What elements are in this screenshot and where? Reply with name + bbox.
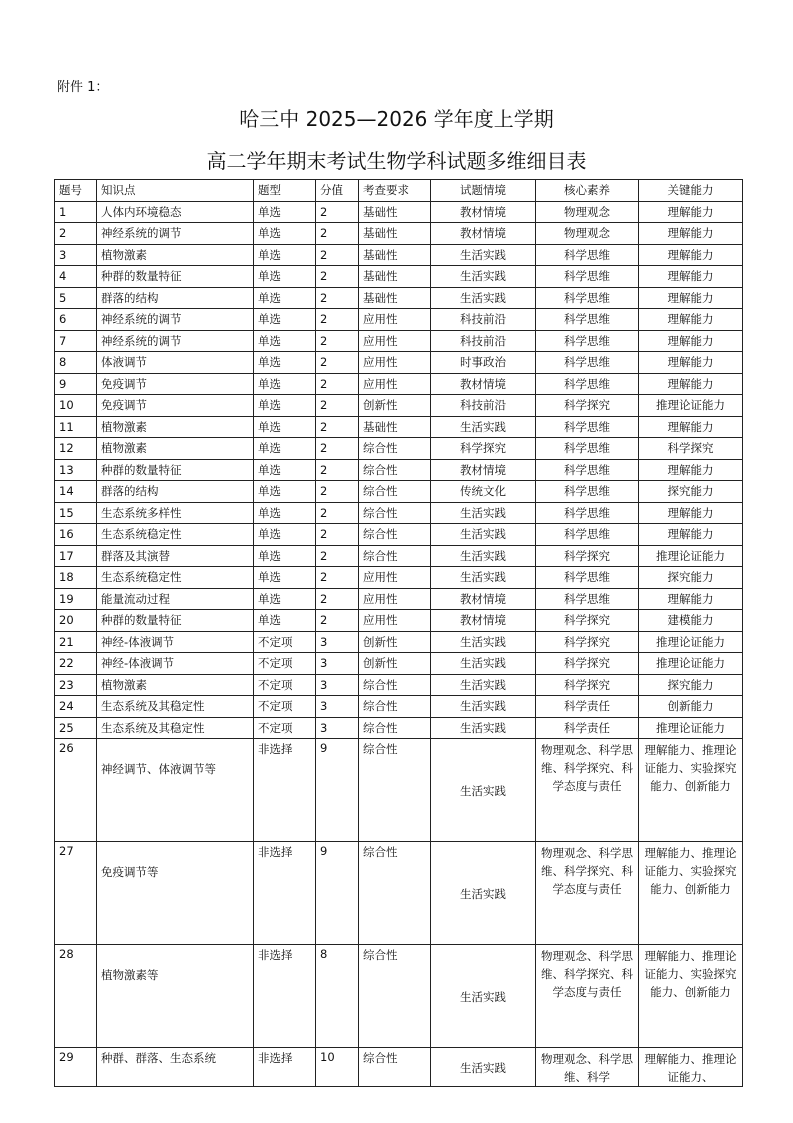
cell-requirement: 综合性 [359,717,431,739]
table-row [55,395,743,417]
cell-question-no: 22 [55,653,97,675]
cell-ability: 理解能力 [639,416,743,438]
cell-question-no: 23 [55,674,97,696]
cell-context: 时事政治 [431,352,536,374]
cell-question-type: 不定项 [254,631,316,653]
table-row [55,416,743,438]
cell-score: 2 [316,502,359,524]
cell-ability: 建模能力 [639,610,743,632]
cell-score: 3 [316,696,359,718]
cell-ability: 理解能力 [639,287,743,309]
cell-knowledge-point: 能量流动过程 [97,588,254,610]
cell-question-type: 单选 [254,524,316,546]
cell-requirement: 综合性 [359,524,431,546]
cell-literacy: 科学思维 [536,244,639,266]
cell-literacy: 科学思维 [536,352,639,374]
cell-question-no: 24 [55,696,97,718]
cell-knowledge-point: 生态系统及其稳定性 [97,717,254,739]
cell-context: 生活实践 [431,842,536,945]
cell-ability: 推理论证能力 [639,395,743,417]
cell-knowledge-point: 植物激素等 [97,945,254,1048]
cell-literacy: 科学探究 [536,610,639,632]
cell-question-type: 单选 [254,481,316,503]
cell-score: 2 [316,395,359,417]
cell-literacy: 物理观念、科学思维、科学探究、科学态度与责任 [536,739,639,842]
cell-ability: 理解能力 [639,223,743,245]
cell-requirement: 综合性 [359,481,431,503]
cell-requirement: 创新性 [359,631,431,653]
cell-question-type: 单选 [254,502,316,524]
cell-question-no: 9 [55,373,97,395]
cell-score: 2 [316,588,359,610]
cell-question-type: 不定项 [254,717,316,739]
cell-ability: 理解能力 [639,309,743,331]
cell-question-no: 8 [55,352,97,374]
cell-requirement: 综合性 [359,696,431,718]
cell-ability: 推理论证能力 [639,653,743,675]
cell-question-type: 单选 [254,545,316,567]
cell-knowledge-point: 神经系统的调节 [97,223,254,245]
cell-requirement: 基础性 [359,201,431,223]
cell-context: 教材情境 [431,459,536,481]
question-spec-table [54,179,743,1087]
header-ability: 关键能力 [639,180,743,202]
cell-ability: 推理论证能力 [639,717,743,739]
cell-context: 生活实践 [431,416,536,438]
cell-context: 科技前沿 [431,395,536,417]
cell-question-type: 单选 [254,610,316,632]
cell-literacy: 科学思维 [536,266,639,288]
cell-literacy: 科学思维 [536,524,639,546]
cell-literacy: 科学思维 [536,567,639,589]
cell-context: 教材情境 [431,610,536,632]
cell-knowledge-point: 神经系统的调节 [97,330,254,352]
cell-literacy: 科学思维 [536,438,639,460]
cell-question-type: 单选 [254,395,316,417]
cell-knowledge-point: 人体内环境稳态 [97,201,254,223]
cell-score: 10 [316,1048,359,1087]
cell-literacy: 科学责任 [536,717,639,739]
table-row [55,610,743,632]
cell-question-type: 非选择 [254,842,316,945]
cell-score: 9 [316,739,359,842]
cell-context: 生活实践 [431,1048,536,1087]
cell-requirement: 应用性 [359,352,431,374]
table-row [55,502,743,524]
cell-question-type: 单选 [254,244,316,266]
cell-literacy: 科学思维 [536,287,639,309]
cell-context: 生活实践 [431,696,536,718]
cell-requirement: 应用性 [359,330,431,352]
cell-knowledge-point: 生态系统及其稳定性 [97,696,254,718]
table-row [55,223,743,245]
table-row [55,545,743,567]
cell-score: 2 [316,438,359,460]
cell-requirement: 综合性 [359,545,431,567]
cell-ability: 理解能力 [639,459,743,481]
table-row [55,309,743,331]
cell-requirement: 综合性 [359,674,431,696]
header-context: 试题情境 [431,180,536,202]
cell-context: 生活实践 [431,674,536,696]
cell-requirement: 基础性 [359,223,431,245]
cell-context: 科技前沿 [431,309,536,331]
cell-requirement: 基础性 [359,266,431,288]
cell-requirement: 创新性 [359,395,431,417]
cell-knowledge-point: 群落的结构 [97,481,254,503]
cell-score: 2 [316,459,359,481]
cell-question-no: 1 [55,201,97,223]
cell-question-type: 单选 [254,352,316,374]
cell-knowledge-point: 生态系统稳定性 [97,567,254,589]
cell-score: 2 [316,223,359,245]
cell-question-no: 16 [55,524,97,546]
cell-context: 生活实践 [431,244,536,266]
cell-score: 2 [316,373,359,395]
cell-literacy: 物理观念、科学思维、科学 [536,1048,639,1087]
table-row-extended [55,739,743,842]
cell-context: 生活实践 [431,266,536,288]
cell-requirement: 综合性 [359,739,431,842]
table-row [55,524,743,546]
cell-question-no: 21 [55,631,97,653]
cell-context: 教材情境 [431,588,536,610]
cell-ability: 理解能力、推理论证能力、实验探究能力、创新能力 [639,739,743,842]
cell-score: 3 [316,717,359,739]
cell-question-no: 13 [55,459,97,481]
cell-context: 教材情境 [431,201,536,223]
cell-question-type: 单选 [254,373,316,395]
cell-question-no: 25 [55,717,97,739]
cell-context: 生活实践 [431,653,536,675]
cell-question-no: 17 [55,545,97,567]
cell-score: 2 [316,352,359,374]
cell-requirement: 基础性 [359,244,431,266]
cell-question-no: 18 [55,567,97,589]
cell-question-no: 20 [55,610,97,632]
cell-question-type: 单选 [254,588,316,610]
table-row-extended [55,1048,743,1087]
cell-question-no: 27 [55,842,97,945]
cell-question-type: 单选 [254,459,316,481]
cell-score: 3 [316,653,359,675]
table-row [55,588,743,610]
cell-ability: 推理论证能力 [639,631,743,653]
cell-score: 2 [316,244,359,266]
cell-question-type: 单选 [254,223,316,245]
cell-requirement: 综合性 [359,1048,431,1087]
cell-context: 生活实践 [431,631,536,653]
header-question-type: 题型 [254,180,316,202]
cell-score: 3 [316,674,359,696]
cell-question-type: 不定项 [254,653,316,675]
cell-score: 2 [316,287,359,309]
cell-question-no: 19 [55,588,97,610]
table-row [55,481,743,503]
cell-question-type: 非选择 [254,1048,316,1087]
cell-question-type: 非选择 [254,739,316,842]
cell-knowledge-point: 生态系统稳定性 [97,524,254,546]
cell-knowledge-point: 免疫调节 [97,395,254,417]
cell-context: 生活实践 [431,567,536,589]
cell-knowledge-point: 群落及其演替 [97,545,254,567]
cell-question-type: 非选择 [254,945,316,1048]
cell-score: 2 [316,416,359,438]
cell-score: 2 [316,481,359,503]
cell-knowledge-point: 植物激素 [97,438,254,460]
cell-context: 教材情境 [431,223,536,245]
cell-question-no: 11 [55,416,97,438]
cell-ability: 理解能力 [639,352,743,374]
cell-knowledge-point: 免疫调节 [97,373,254,395]
cell-literacy: 科学探究 [536,545,639,567]
table-header-row [55,180,743,202]
cell-question-no: 29 [55,1048,97,1087]
cell-literacy: 科学思维 [536,459,639,481]
table-row [55,287,743,309]
cell-context: 生活实践 [431,717,536,739]
cell-knowledge-point: 体液调节 [97,352,254,374]
cell-requirement: 综合性 [359,502,431,524]
cell-literacy: 科学思维 [536,416,639,438]
cell-literacy: 科学思维 [536,373,639,395]
cell-literacy: 科学探究 [536,674,639,696]
cell-knowledge-point: 神经-体液调节 [97,653,254,675]
cell-context: 生活实践 [431,739,536,842]
cell-requirement: 综合性 [359,842,431,945]
cell-literacy: 科学探究 [536,395,639,417]
cell-question-no: 7 [55,330,97,352]
cell-requirement: 应用性 [359,588,431,610]
cell-knowledge-point: 免疫调节等 [97,842,254,945]
cell-question-no: 15 [55,502,97,524]
cell-literacy: 科学思维 [536,502,639,524]
cell-requirement: 应用性 [359,610,431,632]
cell-score: 9 [316,842,359,945]
cell-context: 生活实践 [431,502,536,524]
cell-literacy: 物理观念、科学思维、科学探究、科学态度与责任 [536,945,639,1048]
cell-requirement: 基础性 [359,416,431,438]
cell-knowledge-point: 植物激素 [97,244,254,266]
cell-literacy: 科学思维 [536,309,639,331]
table-row [55,373,743,395]
cell-knowledge-point: 生态系统多样性 [97,502,254,524]
cell-question-type: 单选 [254,438,316,460]
cell-score: 2 [316,524,359,546]
cell-question-no: 12 [55,438,97,460]
cell-ability: 理解能力、推理论证能力、实验探究能力、创新能力 [639,842,743,945]
cell-question-no: 10 [55,395,97,417]
cell-ability: 理解能力 [639,373,743,395]
cell-requirement: 应用性 [359,373,431,395]
header-literacy: 核心素养 [536,180,639,202]
table-row [55,696,743,718]
table-row [55,567,743,589]
cell-ability: 创新能力 [639,696,743,718]
cell-score: 2 [316,610,359,632]
cell-question-no: 2 [55,223,97,245]
cell-knowledge-point: 种群的数量特征 [97,610,254,632]
cell-question-type: 不定项 [254,696,316,718]
cell-score: 2 [316,330,359,352]
header-requirement: 考查要求 [359,180,431,202]
cell-literacy: 物理观念 [536,201,639,223]
cell-context: 教材情境 [431,373,536,395]
cell-question-type: 单选 [254,567,316,589]
cell-question-no: 28 [55,945,97,1048]
table-row [55,631,743,653]
cell-question-type: 单选 [254,287,316,309]
cell-ability: 探究能力 [639,567,743,589]
table-row [55,717,743,739]
cell-ability: 科学探究 [639,438,743,460]
cell-context: 传统文化 [431,481,536,503]
cell-question-type: 单选 [254,309,316,331]
cell-question-no: 3 [55,244,97,266]
cell-knowledge-point: 神经-体液调节 [97,631,254,653]
table-row-extended [55,842,743,945]
cell-requirement: 基础性 [359,287,431,309]
cell-knowledge-point: 种群的数量特征 [97,459,254,481]
cell-knowledge-point: 群落的结构 [97,287,254,309]
cell-context: 生活实践 [431,545,536,567]
header-score: 分值 [316,180,359,202]
document-subtitle: 高二学年期末考试生物学科试题多维细目表 [206,149,587,173]
document-title: 哈三中 2025—2026 学年度上学期 [239,107,554,131]
cell-score: 8 [316,945,359,1048]
table-row-extended [55,945,743,1048]
cell-score: 2 [316,567,359,589]
cell-literacy: 科学思维 [536,330,639,352]
cell-ability: 理解能力 [639,330,743,352]
cell-ability: 探究能力 [639,481,743,503]
cell-question-type: 单选 [254,330,316,352]
cell-ability: 探究能力 [639,674,743,696]
cell-ability: 理解能力 [639,244,743,266]
cell-question-type: 单选 [254,416,316,438]
cell-ability: 理解能力、推理论证能力、 [639,1048,743,1087]
cell-literacy: 物理观念 [536,223,639,245]
cell-knowledge-point: 种群、群落、生态系统 [97,1048,254,1087]
cell-question-no: 26 [55,739,97,842]
cell-ability: 理解能力 [639,266,743,288]
cell-question-type: 不定项 [254,674,316,696]
cell-ability: 理解能力 [639,502,743,524]
cell-literacy: 科学探究 [536,653,639,675]
cell-question-type: 单选 [254,266,316,288]
table-row [55,244,743,266]
cell-knowledge-point: 神经系统的调节 [97,309,254,331]
cell-requirement: 应用性 [359,309,431,331]
cell-ability: 理解能力 [639,588,743,610]
cell-score: 2 [316,545,359,567]
cell-question-type: 单选 [254,201,316,223]
cell-question-no: 6 [55,309,97,331]
cell-requirement: 应用性 [359,567,431,589]
header-question-no: 题号 [55,180,97,202]
table-row [55,266,743,288]
table-row [55,352,743,374]
cell-requirement: 综合性 [359,945,431,1048]
table-row [55,674,743,696]
cell-ability: 理解能力、推理论证能力、实验探究能力、创新能力 [639,945,743,1048]
cell-knowledge-point: 植物激素 [97,416,254,438]
cell-context: 生活实践 [431,287,536,309]
cell-knowledge-point: 植物激素 [97,674,254,696]
cell-knowledge-point: 神经调节、体液调节等 [97,739,254,842]
cell-context: 科学探究 [431,438,536,460]
cell-requirement: 综合性 [359,459,431,481]
cell-score: 2 [316,266,359,288]
cell-literacy: 科学责任 [536,696,639,718]
cell-literacy: 科学思维 [536,588,639,610]
cell-literacy: 科学思维 [536,481,639,503]
table-row [55,459,743,481]
cell-literacy: 物理观念、科学思维、科学探究、科学态度与责任 [536,842,639,945]
table-row [55,330,743,352]
cell-requirement: 创新性 [359,653,431,675]
cell-literacy: 科学探究 [536,631,639,653]
cell-score: 2 [316,309,359,331]
cell-ability: 理解能力 [639,524,743,546]
cell-knowledge-point: 种群的数量特征 [97,266,254,288]
attachment-label: 附件 1： [57,80,109,95]
cell-ability: 理解能力 [639,201,743,223]
cell-question-no: 4 [55,266,97,288]
cell-score: 3 [316,631,359,653]
cell-ability: 推理论证能力 [639,545,743,567]
table-row [55,201,743,223]
cell-score: 2 [316,201,359,223]
header-knowledge-point: 知识点 [97,180,254,202]
cell-context: 科技前沿 [431,330,536,352]
table-row [55,653,743,675]
cell-question-no: 5 [55,287,97,309]
table-row [55,438,743,460]
cell-requirement: 综合性 [359,438,431,460]
cell-context: 生活实践 [431,524,536,546]
cell-context: 生活实践 [431,945,536,1048]
cell-question-no: 14 [55,481,97,503]
